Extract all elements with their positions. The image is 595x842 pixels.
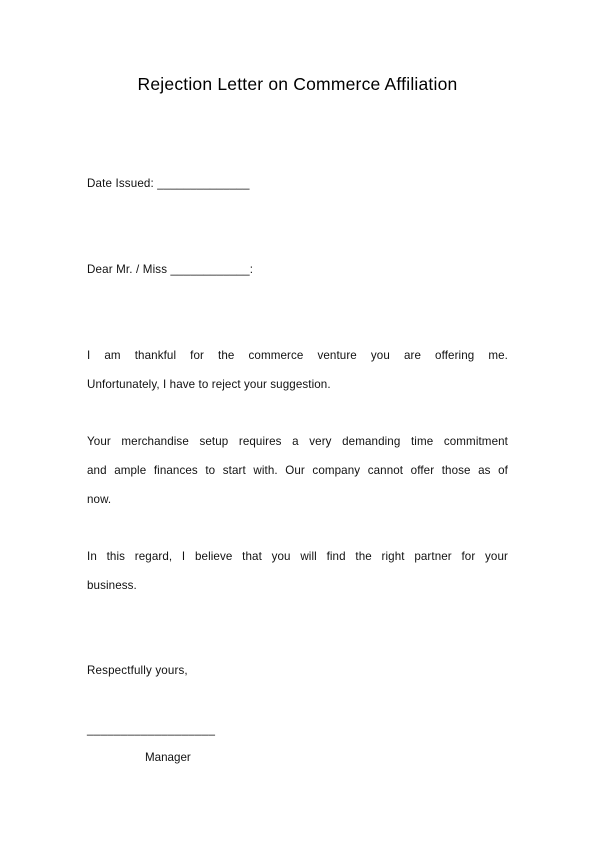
paragraph-thanks — [87, 341, 508, 399]
paragraph-reason — [87, 427, 508, 514]
paragraph-line: Unfortunately, I have to reject your suggestion. — [87, 378, 331, 391]
paragraph-line: business. — [87, 579, 137, 592]
paragraph-line: In this regard, I believe that you will find the right partner for your — [87, 550, 508, 563]
signatory-title: Manager — [145, 751, 191, 764]
complimentary-close: Respectfully yours, — [87, 664, 188, 677]
date-issued-line: Date Issued: ______________ — [87, 177, 250, 190]
paragraph-line: Your merchandise setup requires a very demanding time commitment — [87, 435, 508, 448]
paragraph-line: I am thankful for the commerce venture you are offering me. — [87, 349, 508, 362]
paragraph-line: and ample finances to start with. Our company cannot offer those as of — [87, 464, 508, 477]
paragraph-closing-wish — [87, 542, 508, 600]
signature-line: ___________________ — [87, 723, 216, 736]
paragraph-line: now. — [87, 493, 112, 506]
salutation-line: Dear Mr. / Miss ____________: — [87, 263, 254, 276]
document-title: Rejection Letter on Commerce Affiliation — [137, 74, 458, 94]
